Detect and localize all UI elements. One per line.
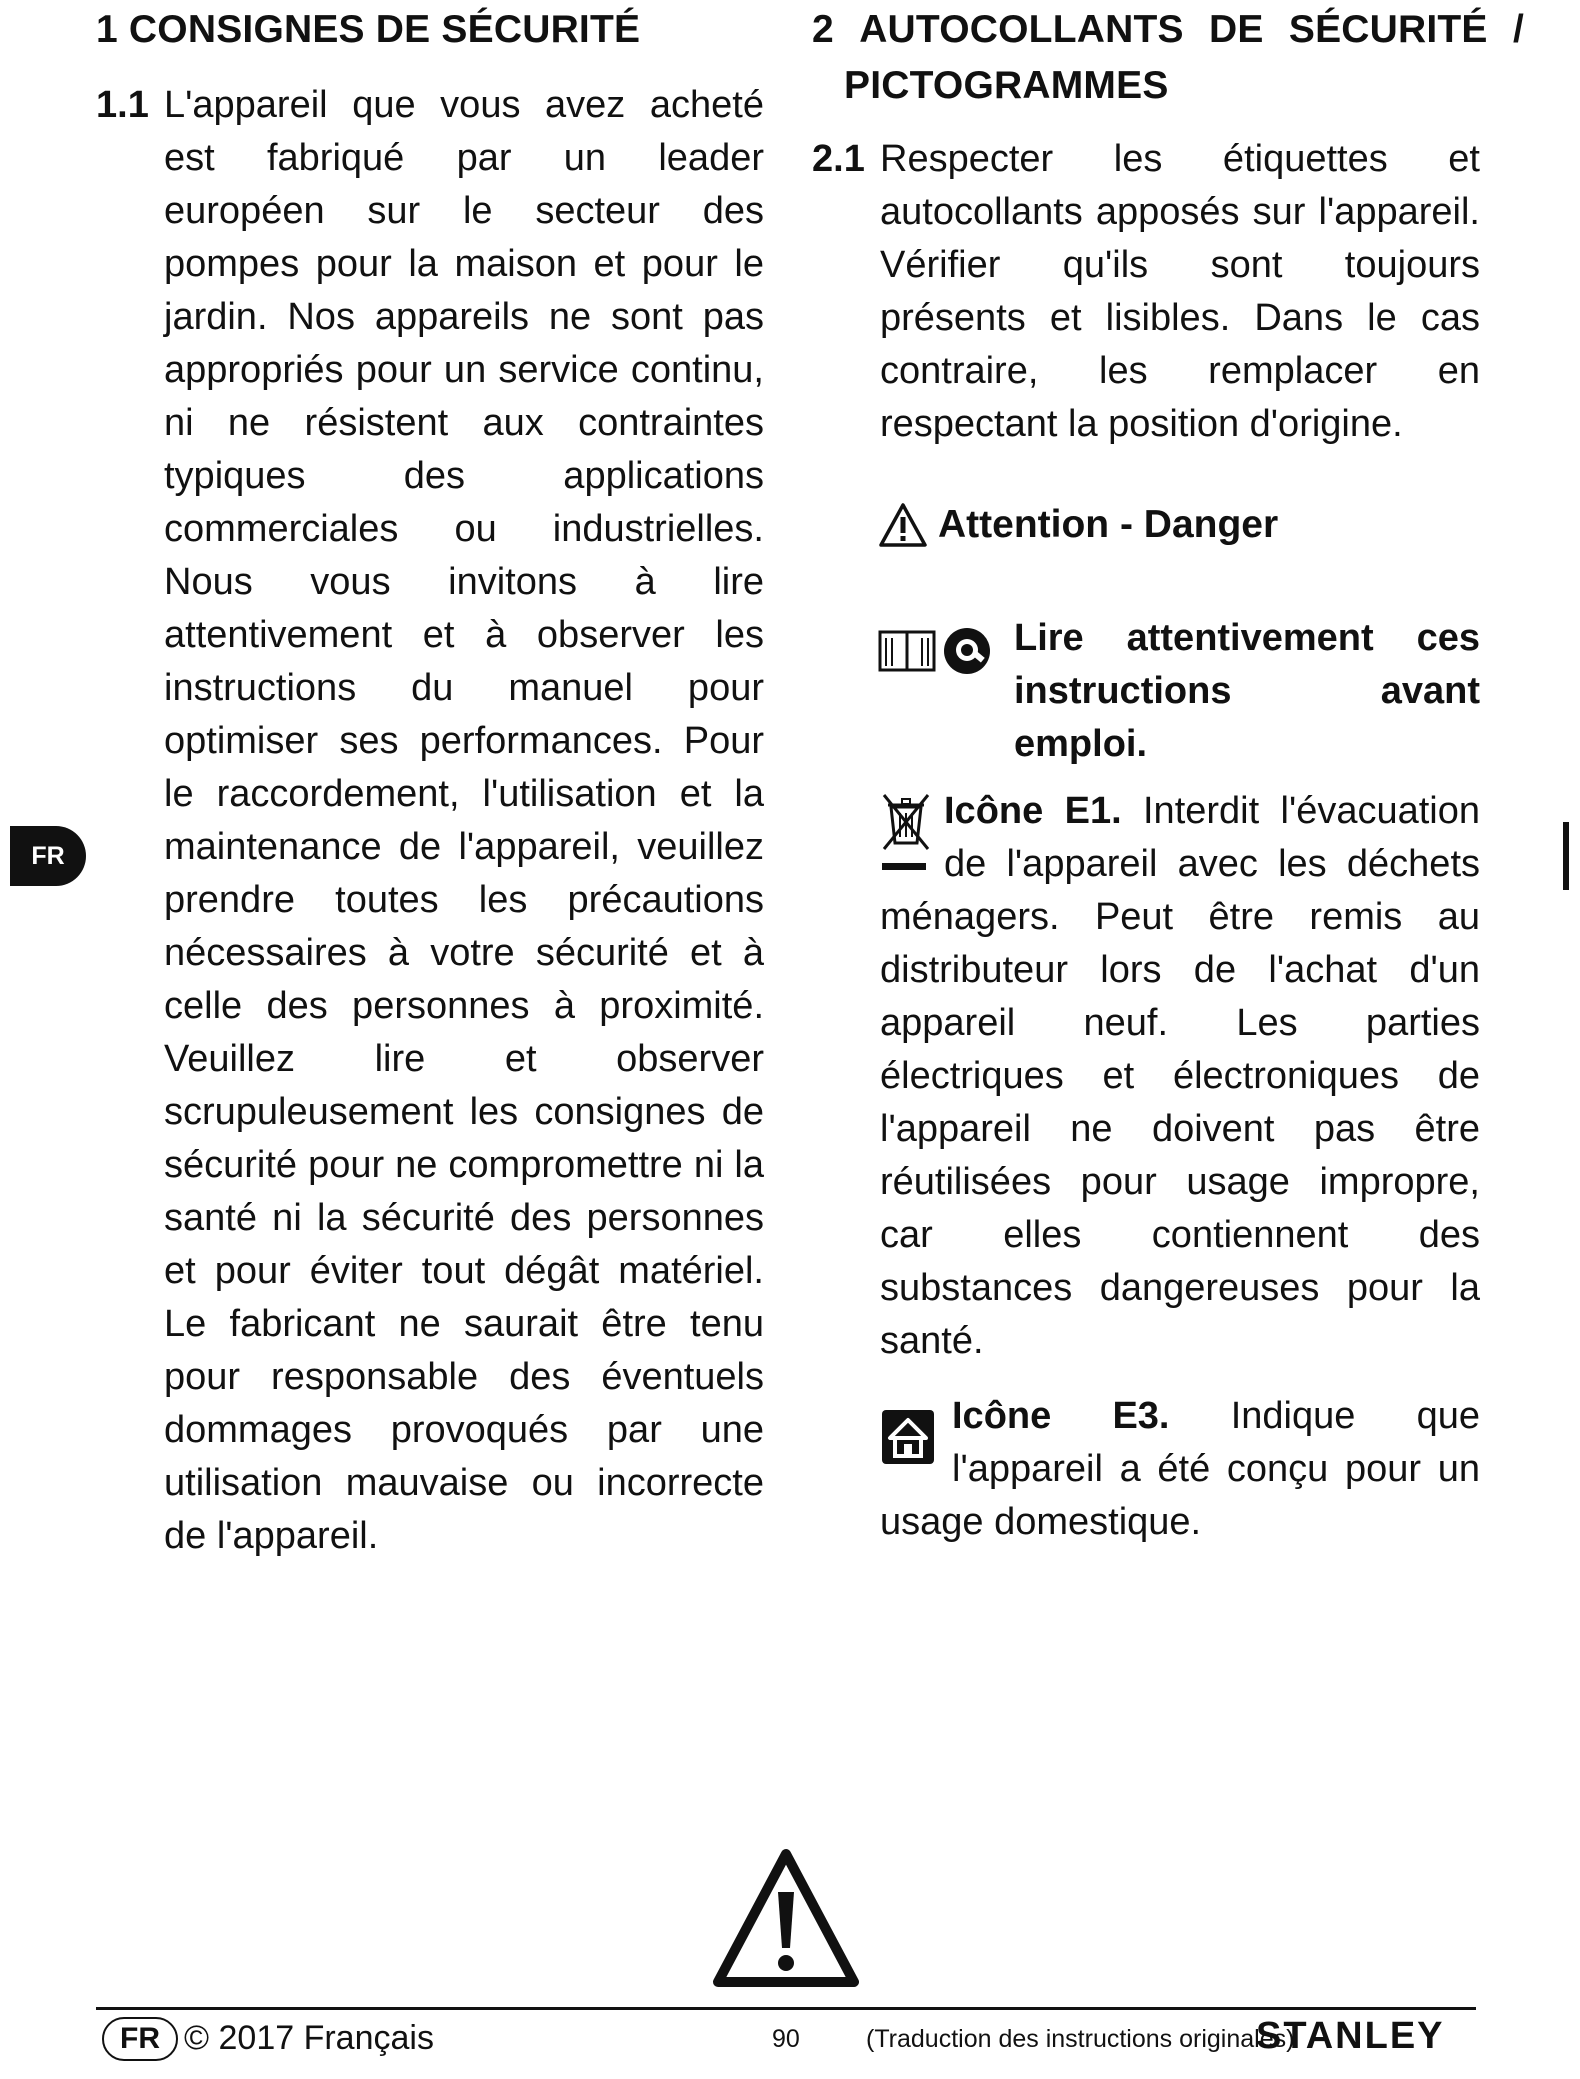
section-2-heading-word: DE	[1208, 8, 1264, 51]
footer-copyright: © 2017 Français	[184, 2019, 434, 2057]
house-icon	[880, 1408, 938, 1468]
paragraph-2-1-number: 2.1	[812, 138, 865, 180]
language-side-tab: FR	[10, 826, 86, 886]
section-2-heading-word: SÉCURITÉ	[1288, 8, 1488, 51]
icon-e1-title: Icône E1.	[944, 790, 1122, 832]
warning-triangle-icon	[878, 502, 928, 548]
footer-rule	[96, 2007, 1476, 2010]
translation-note: (Traduction des instructions originales)	[866, 2025, 1295, 2053]
footer	[96, 2015, 1476, 2067]
icon-e3-title: Icône E3.	[952, 1395, 1170, 1437]
section-2-heading-line-2: PICTOGRAMMES	[844, 64, 1169, 107]
section-2-heading-word: 2	[812, 8, 834, 51]
icon-e1-text: Interdit l'évacuation de l'appareil avec les déchets ménagers. Peut être remis au distributeur lors de l'achat d'un appareil neuf. Les parties électriques et électroniques de l'appareil ne doivent pas être réutilisées pour usage impropre, car elles contiennent des substances dangereuses pour la santé.	[880, 790, 1481, 1362]
section-2-heading-line-1	[812, 8, 1524, 52]
section-2-heading-word: /	[1512, 8, 1524, 51]
attention-danger-label: Attention - Danger	[938, 503, 1279, 546]
read-instructions-text: Lire attentivement ces instructions avant emploi.	[1014, 617, 1480, 765]
section-2-heading-word: AUTOCOLLANTS	[859, 8, 1184, 51]
large-warning-triangle-icon	[712, 1848, 860, 1988]
footer-language-badge: FR	[102, 2017, 178, 2061]
icon-e1-paragraph	[880, 785, 1480, 1368]
paragraph-1-1-number: 1.1	[96, 84, 149, 126]
read-manual-icons	[878, 626, 992, 676]
paragraph-1-1-text: L'appareil que vous avez acheté est fabriqué par un leader européen sur le secteur des pompes pour la maison et pour le jardin. Nos appareils ne sont pas appropriés pour un service continu, ni ne résistent aux contraintes typiques des applications commerciales ou industrielles. Nous vous invitons à lire attentivement et à observer les instructions du manuel pour optimiser ses performances. Pour le raccordement, l'utilisation et la maintenance de l'appareil, veuillez prendre toutes les précautions nécessaires à votre sécurité et à celle des personnes à proximité. Veuillez lire et observer scrupuleusement les consignes de sécurité pour ne compromettre ni la santé ni la sécurité des personnes et pour éviter tout dégât matériel. Le fabricant ne saurait être tenu pour responsable des éventuels dommages provoqués par une utilisation mauvaise ou incorrecte de l'appareil.	[164, 84, 764, 1557]
crossed-bin-icon	[880, 785, 936, 883]
icon-e3-text: Indique que l'appareil a été conçu pour un usage domestique.	[880, 1395, 1480, 1543]
page-number: 90	[772, 2025, 800, 2053]
open-book-icon	[878, 628, 936, 674]
icon-e3-paragraph	[880, 1390, 1480, 1549]
brand-logo: STANLEY	[1256, 2015, 1445, 2057]
attention-danger-row	[878, 502, 1278, 548]
section-1-heading: 1 CONSIGNES DE SÉCURITÉ	[96, 8, 641, 51]
right-edge-marker	[1563, 822, 1569, 890]
paragraph-2-1-text: Respecter les étiquettes et autocollants apposés sur l'appareil. Vérifier qu'ils sont toujours présents et lisibles. Dans le cas contraire, les remplacer en respectant la position d'origine.	[880, 138, 1480, 445]
read-instructions-icon	[942, 626, 992, 676]
